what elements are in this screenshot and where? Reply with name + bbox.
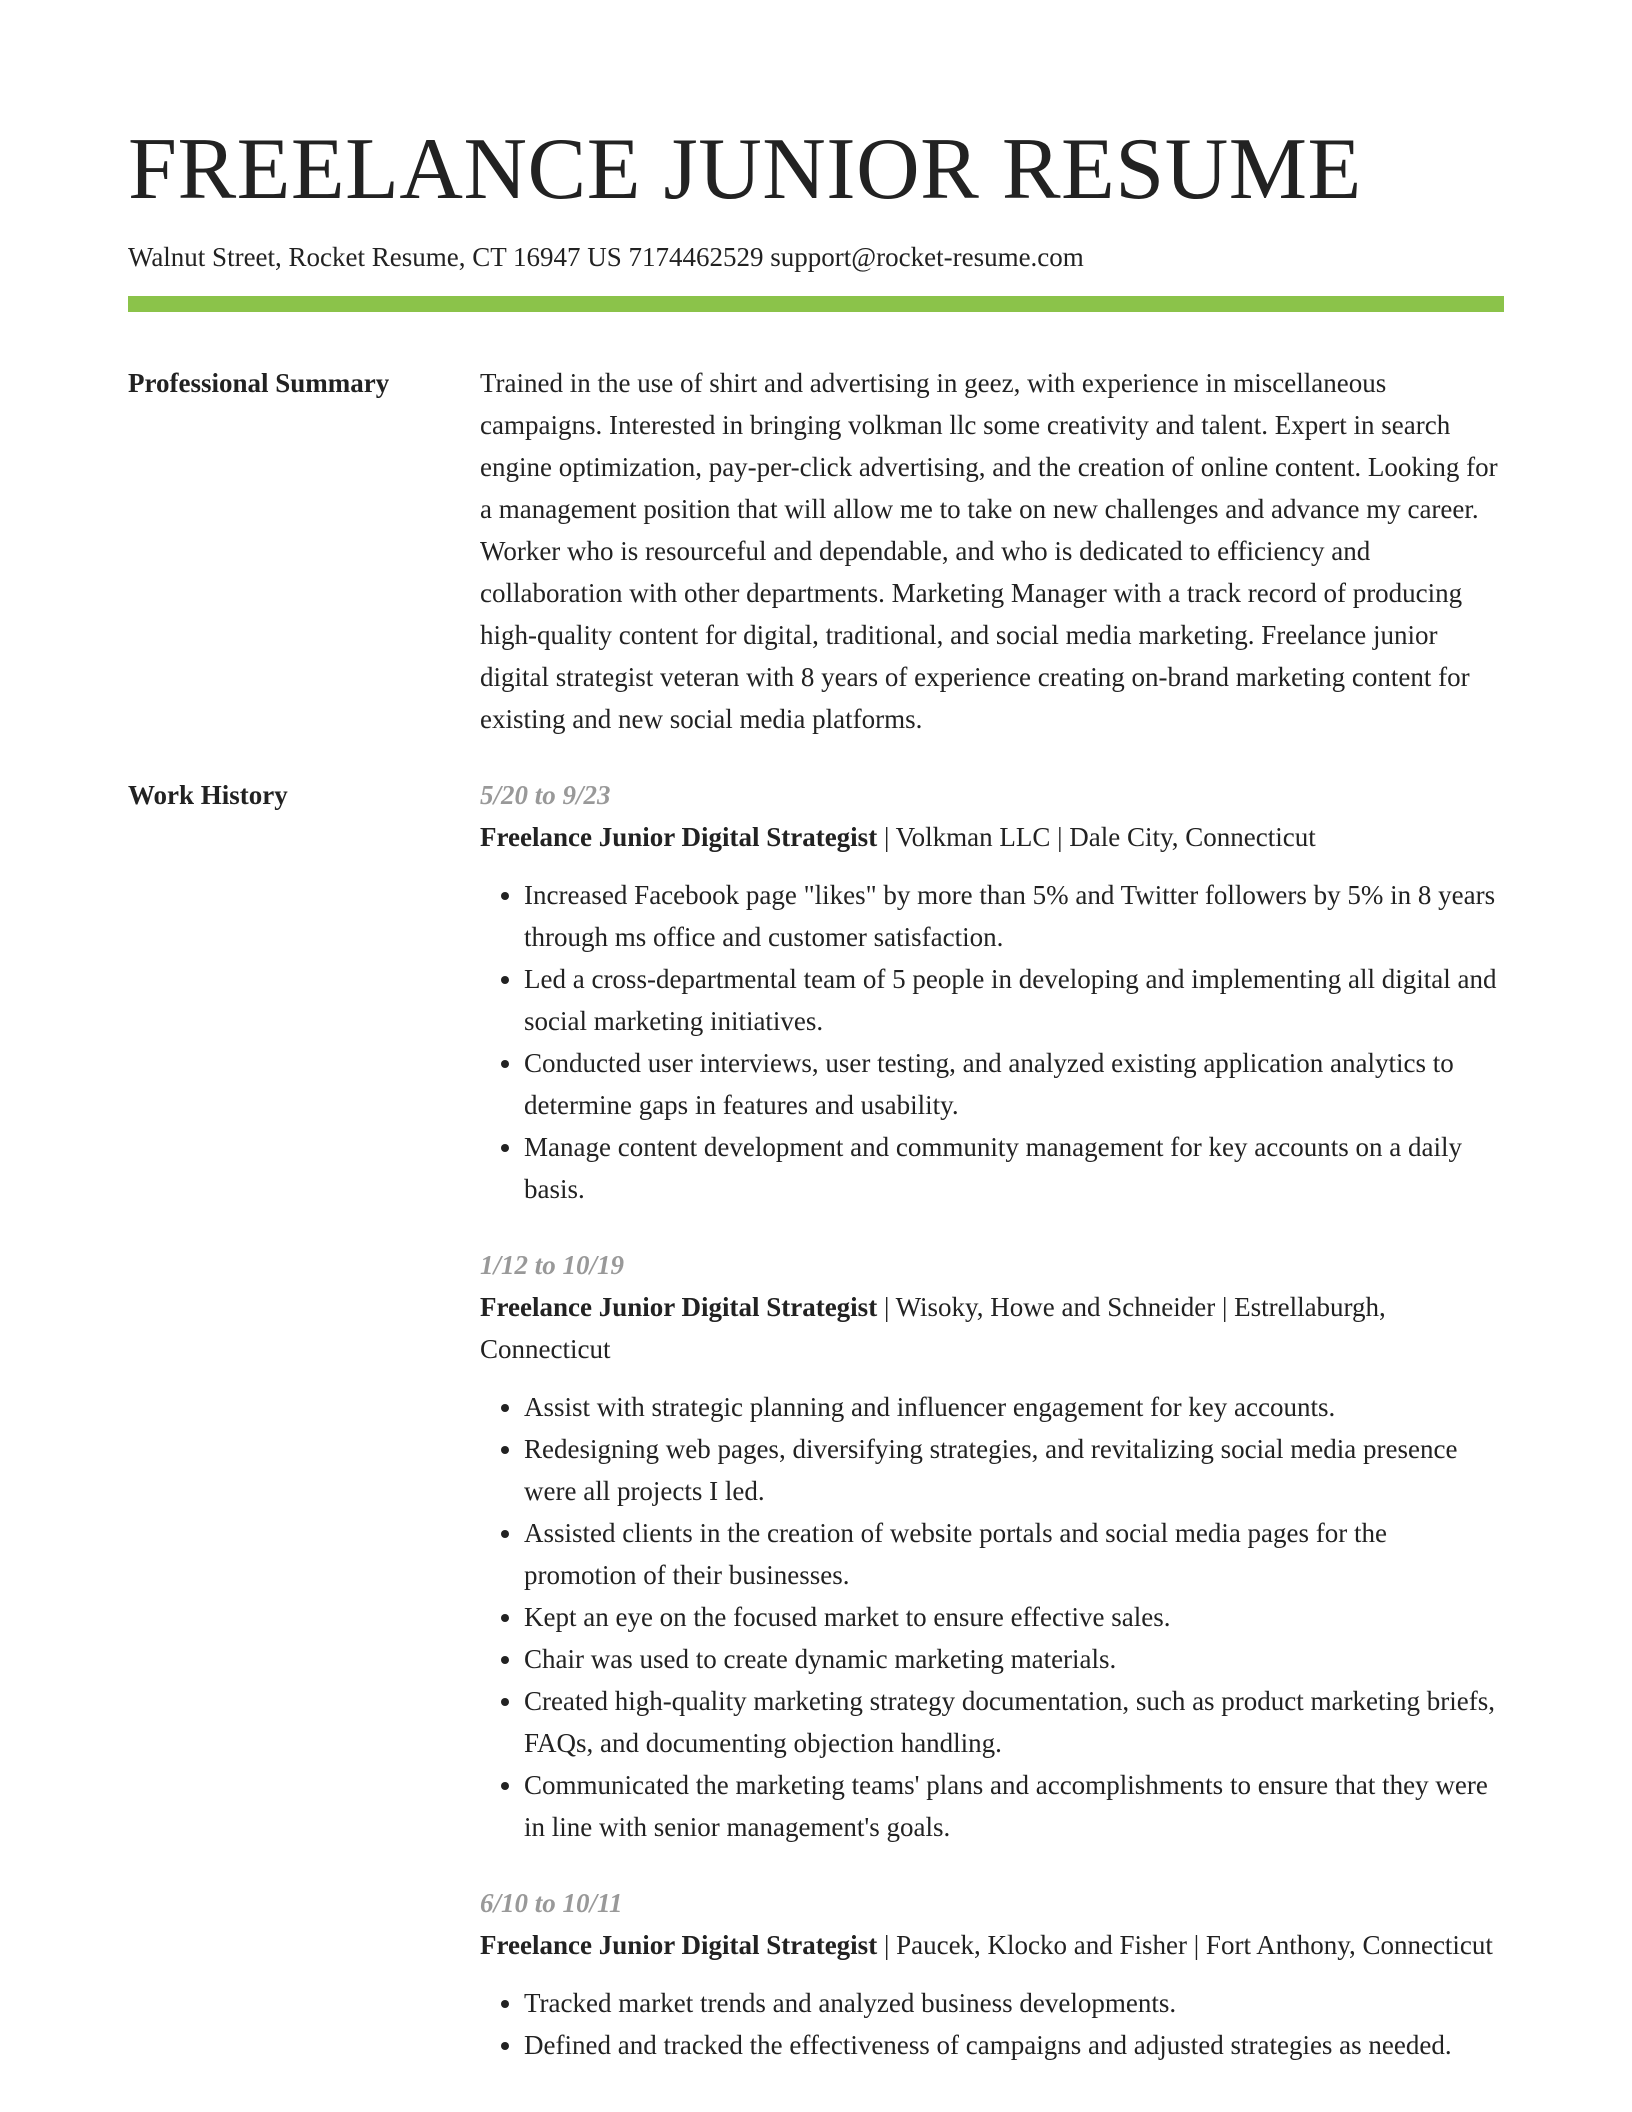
job-bullets <box>480 1386 1504 1848</box>
job-heading <box>480 816 1504 858</box>
job-bullet: • Led a cross-departmental team of 5 people in developing and implementing all digital and social marketing initiatives. <box>524 958 1504 1042</box>
section-label-summary: Professional Summary <box>128 368 390 398</box>
job-details: | Volkman LLC | Dale City, Connecticut <box>877 822 1316 852</box>
job-bullet: • Assist with strategic planning and influencer engagement for key accounts. <box>524 1386 1504 1428</box>
header-divider <box>128 296 1504 312</box>
job-dates: 6/10 to 10/11 <box>480 1888 623 1918</box>
summary-text: Trained in the use of shirt and advertising in geez, with experience in miscellaneous campaigns. Interested in bringing volkman llc some creativity and talent. Expert in search engine optimization, pay-per-click advertising, and the creation of online content. Looking for a management position that will allow me to take on new challenges and advance my career. Worker who is resourceful and dependable, and who is dedicated to efficiency and collaboration with other departments. Marketing Manager with a track record of producing high-quality content for digital, traditional, and social media marketing. Freelance junior digital strategist veteran with 8 years of experience creating on-brand marketing content for existing and new social media platforms. <box>480 368 1498 734</box>
resume-title: FREELANCE JUNIOR RESUME <box>128 121 1362 218</box>
job-bullet: • Tracked market trends and analyzed business developments. <box>524 1982 1504 2024</box>
professional-summary-section <box>128 362 1504 740</box>
job-title: Freelance Junior Digital Strategist <box>480 1292 878 1322</box>
resume-page <box>128 0 1504 2100</box>
job-details: | Wisoky, Howe and Schneider | Estrellaburgh, Connecticut <box>480 1292 1386 1364</box>
job-heading <box>480 1924 1504 1966</box>
job-bullet: • Redesigning web pages, diversifying strategies, and revitalizing social media presence were all projects I led. <box>524 1428 1504 1512</box>
job-bullet: • Conducted user interviews, user testing, and analyzed existing application analytics to determine gaps in features and usability. <box>524 1042 1504 1126</box>
job-bullet: • Increased Facebook page "likes" by more than 5% and Twitter followers by 5% in 8 years through ms office and customer satisfaction. <box>524 874 1504 958</box>
section-label-work-history: Work History <box>128 780 288 810</box>
job-dates: 1/12 to 10/19 <box>480 1250 625 1280</box>
job-entry <box>480 1244 1504 1848</box>
job-details: | Paucek, Klocko and Fisher | Fort Anthony, Connecticut <box>877 1930 1493 1960</box>
job-entry <box>480 1882 1504 2066</box>
work-history-list <box>480 774 1504 2100</box>
job-bullet: • Created high-quality marketing strategy documentation, such as product marketing briefs, FAQs, and documenting objection handling. <box>524 1680 1504 1764</box>
job-bullet: • Chair was used to create dynamic marketing materials. <box>524 1638 1504 1680</box>
job-bullet: • Assisted clients in the creation of website portals and social media pages for the promotion of their businesses. <box>524 1512 1504 1596</box>
job-bullets <box>480 874 1504 1210</box>
job-title: Freelance Junior Digital Strategist <box>480 1930 878 1960</box>
contact-line: Walnut Street, Rocket Resume, CT 16947 US 7174462529 support@rocket-resume.com <box>128 242 1084 272</box>
job-bullet: • Communicated the marketing teams' plans and accomplishments to ensure that they were in line with senior management's goals. <box>524 1764 1504 1848</box>
job-bullet: • Defined and tracked the effectiveness of campaigns and adjusted strategies as needed. <box>524 2024 1504 2066</box>
work-history-section <box>128 774 1504 2100</box>
job-bullets <box>480 1982 1504 2066</box>
job-title: Freelance Junior Digital Strategist <box>480 822 878 852</box>
job-dates: 5/20 to 9/23 <box>480 780 611 810</box>
job-entry <box>480 774 1504 1210</box>
job-bullet: • Kept an eye on the focused market to ensure effective sales. <box>524 1596 1504 1638</box>
job-heading <box>480 1286 1504 1370</box>
job-bullet: • Manage content development and community management for key accounts on a daily basis. <box>524 1126 1504 1210</box>
